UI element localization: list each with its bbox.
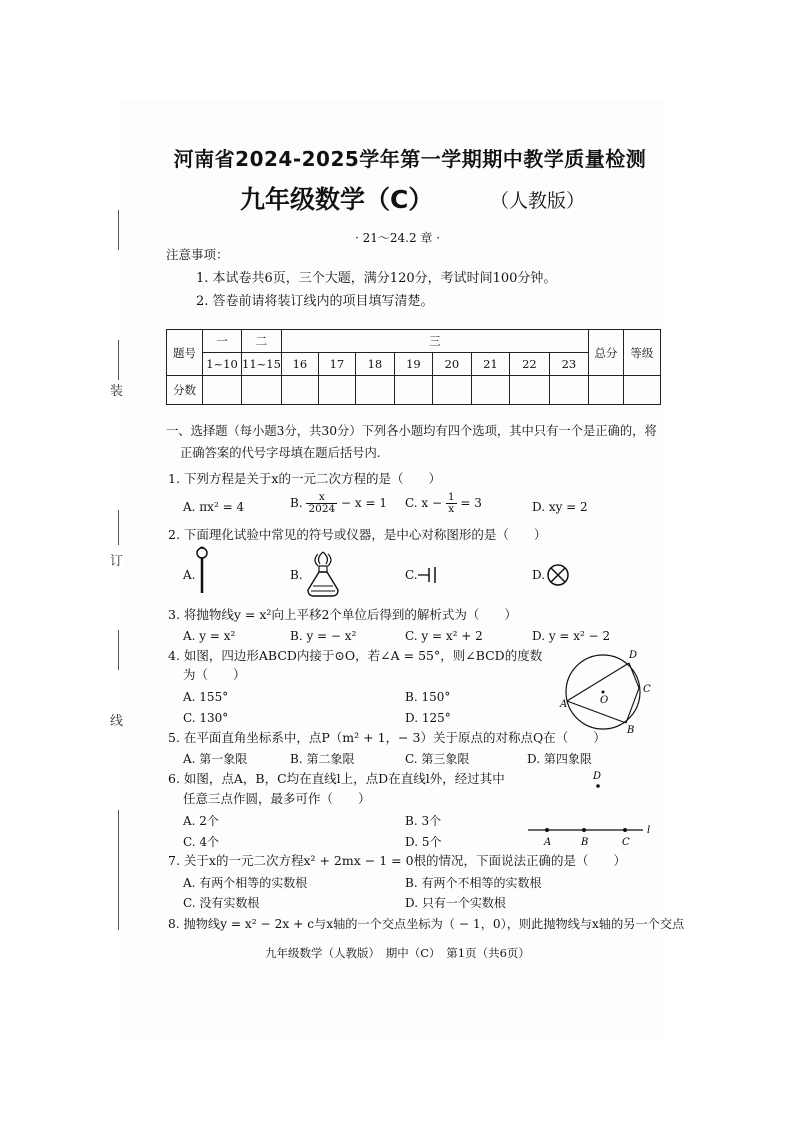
notice-item-2: 2. 答卷前请将装订线内的项目填写清楚。 <box>196 294 434 309</box>
q5-option-d: D. 第四象限 <box>527 752 592 766</box>
binding-line <box>112 210 126 930</box>
grade-header: 等级 <box>623 330 660 376</box>
q2-option-c: C. <box>405 568 418 582</box>
exam-title: 河南省2024-2025学年第一学期期中教学质量检测 <box>173 147 647 171</box>
q5-option-b: B. 第二象限 <box>290 752 355 766</box>
col-21: 21 <box>471 353 509 376</box>
q3-option-c: C. y = x² + 2 <box>405 629 483 643</box>
q1-option-a: A. πx² = 4 <box>183 500 245 514</box>
col-17: 17 <box>318 353 355 376</box>
q7-option-d: D. 只有一个实数根 <box>405 896 506 910</box>
q6-option-c: C. 4个 <box>183 835 220 849</box>
q6-stem-2: 任意三点作圆，最多可作（ ） <box>183 791 371 806</box>
q1-b-suffix: − x = 1 <box>341 496 387 510</box>
alcohol-lamp-icon <box>302 548 344 600</box>
q1-c-fraction <box>446 492 457 515</box>
score-cell[interactable] <box>588 376 623 405</box>
q6-option-d: D. 5个 <box>405 835 442 849</box>
score-cell[interactable] <box>203 376 242 405</box>
q7-option-b: B. 有两个不相等的实数根 <box>405 876 542 890</box>
col-23: 23 <box>549 353 588 376</box>
binding-char-ding: 订 <box>110 550 123 569</box>
section1-heading: 一、选择题（每小题3分，共30分）下列各小题均有四个选项，其中只有一个是正确的，将 <box>166 424 657 438</box>
q4-option-d: D. 125° <box>405 711 451 725</box>
section-3-header: 三 <box>281 330 588 353</box>
q1-c-numerator: 1 <box>447 491 455 503</box>
section-2-header: 二 <box>242 330 282 353</box>
q6-stem: 6. 如图，点A，B，C均在直线l上，点D在直线l外，经过其中 <box>168 771 505 786</box>
q4-label-d: D <box>629 650 638 661</box>
col-1-10: 1~10 <box>203 353 242 376</box>
q4-circle-figure <box>558 647 658 735</box>
q4-label-c: C <box>643 684 651 695</box>
score-cell[interactable] <box>623 376 660 405</box>
q1-c-prefix: C. x − <box>405 496 443 510</box>
q6-label-a: A <box>544 837 552 848</box>
score-table <box>166 329 661 405</box>
q7-option-c: C. 没有实数根 <box>183 896 260 910</box>
score-cell[interactable] <box>242 376 282 405</box>
notice-heading: 注意事项： <box>166 247 229 262</box>
q6-label-b: B <box>581 837 589 848</box>
q4-option-c: C. 130° <box>183 711 229 725</box>
q3-option-d: D. y = x² − 2 <box>532 629 611 643</box>
section1-heading-cont: 正确答案的代号字母填在题后括号内. <box>180 446 381 460</box>
capacitor-symbol-icon <box>418 565 446 585</box>
q8-stem: 8. 抛物线y = x² − 2x + c与x轴的一个交点坐标为（ − 1，0），则此抛物线与x轴的另一个交点 <box>168 917 685 931</box>
q1-c-suffix: = 3 <box>460 496 482 510</box>
q4-label-a: A <box>560 699 568 710</box>
col-11-15: 11~15 <box>242 353 282 376</box>
q3-option-a: A. y = x² <box>183 629 236 643</box>
q7-stem: 7. 关于x的一元二次方程x² + 2mx − 1 = 0根的情况，下面说法正确的是（ ） <box>168 853 627 868</box>
q1-stem: 1. 下列方程是关于x的一元二次方程的是（ ） <box>168 471 441 486</box>
score-cell[interactable] <box>471 376 509 405</box>
subject-title: 九年级数学（C） <box>240 185 434 214</box>
col-16: 16 <box>281 353 318 376</box>
lamp-symbol-icon <box>546 563 570 587</box>
q5-stem: 5. 在平面直角坐标系中，点P（m² + 1，− 3）关于原点的对称点Q在（ ） <box>168 730 606 745</box>
edition-label: （人教版） <box>490 190 586 212</box>
q1-b-denominator: 2024 <box>308 503 336 515</box>
score-cell[interactable] <box>549 376 588 405</box>
q6-label-l: l <box>647 825 651 836</box>
q1-b-prefix: B. <box>290 496 303 510</box>
q6-line-figure <box>525 768 657 850</box>
q4-stem: 4. 如图，四边形ABCD内接于⊙O，若∠A = 55°，则∠BCD的度数 <box>168 648 543 663</box>
row-label-question: 题号 <box>167 330 203 376</box>
col-18: 18 <box>355 353 394 376</box>
q4-label-b: B <box>627 725 635 735</box>
score-cell[interactable] <box>432 376 471 405</box>
score-cell[interactable] <box>509 376 549 405</box>
col-22: 22 <box>509 353 549 376</box>
q2-option-b: B. <box>290 568 303 582</box>
q4-stem-2: 为（ ） <box>183 667 246 682</box>
q4-label-o: O <box>600 695 609 706</box>
score-cell[interactable] <box>394 376 432 405</box>
score-cell[interactable] <box>281 376 318 405</box>
q2-stem: 2. 下面理化试验中常见的符号或仪器，是中心对称图形的是（ ） <box>168 527 547 542</box>
col-20: 20 <box>432 353 471 376</box>
q6-label-c: C <box>622 837 630 848</box>
chapter-range: · 21～24.2 章 · <box>355 231 441 245</box>
notice-item-1: 1. 本试卷共6页，三个大题，满分120分，考试时间100分钟。 <box>196 271 557 286</box>
score-cell[interactable] <box>355 376 394 405</box>
q3-option-b: B. y = − x² <box>290 629 357 643</box>
total-header: 总分 <box>588 330 623 376</box>
q2-option-a: A. <box>183 568 196 582</box>
q5-option-c: C. 第三象限 <box>405 752 470 766</box>
q5-option-a: A. 第一象限 <box>183 752 248 766</box>
binding-char-zhuang: 装 <box>110 380 123 399</box>
score-cell[interactable] <box>318 376 355 405</box>
binding-char-xian: 线 <box>110 710 123 729</box>
row-label-score: 分数 <box>167 376 203 405</box>
col-19: 19 <box>394 353 432 376</box>
q1-b-numerator: x <box>306 492 337 504</box>
q2-option-d: D. <box>532 568 546 582</box>
q1-option-c <box>405 492 482 515</box>
q6-option-b: B. 3个 <box>405 814 442 828</box>
page-footer: 九年级数学（人教版） 期中（C） 第1页（共6页） <box>265 946 530 960</box>
q3-stem: 3. 将抛物线y = x²向上平移2个单位后得到的解析式为（ ） <box>168 607 517 622</box>
q6-option-a: A. 2个 <box>183 814 219 828</box>
q1-c-denominator: x <box>448 503 455 515</box>
q4-option-a: A. 155° <box>183 690 229 704</box>
q7-option-a: A. 有两个相等的实数根 <box>183 876 308 890</box>
q1-b-fraction <box>306 492 337 515</box>
match-stick-icon <box>193 545 211 595</box>
q4-option-b: B. 150° <box>405 690 451 704</box>
q1-option-b <box>290 492 387 515</box>
q6-label-d: D <box>593 771 602 782</box>
section-1-header: 一 <box>203 330 242 353</box>
q1-option-d: D. xy = 2 <box>532 500 588 514</box>
